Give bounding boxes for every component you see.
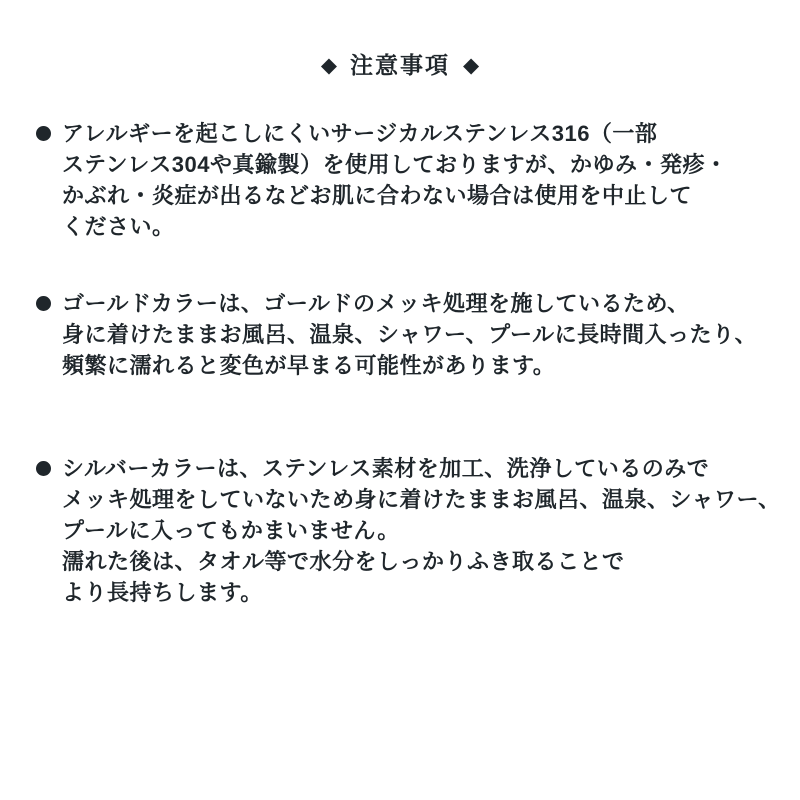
notice-item-text xyxy=(62,453,781,608)
diamond-icon: ◆ xyxy=(320,54,337,77)
bullet-icon xyxy=(36,461,51,476)
notice-line: プールに入ってもかまいません。 xyxy=(62,518,400,543)
notice-line: シルバーカラーは、ステンレス素材を加工、洗浄しているのみで xyxy=(62,456,710,481)
bullet-icon xyxy=(36,126,51,141)
notice-line: メッキ処理をしていないため身に着けたままお風呂、温泉、シャワー、 xyxy=(62,487,781,512)
notice-line: かぶれ・炎症が出るなどお肌に合わない場合は使用を中止して xyxy=(62,183,693,208)
notice-item-gold-color xyxy=(0,288,800,381)
notice-line: 身に着けたままお風呂、温泉、シャワー、プールに長時間入ったり、 xyxy=(62,322,758,347)
notice-line: より長持ちします。 xyxy=(62,580,263,605)
notice-item-silver-color xyxy=(0,453,800,608)
notice-line: 濡れた後は、タオル等で水分をしっかりふき取ることで xyxy=(62,549,625,574)
diamond-icon: ◆ xyxy=(463,54,480,77)
bullet-icon xyxy=(36,296,51,311)
notice-line: ください。 xyxy=(62,214,175,239)
page-title xyxy=(0,0,800,78)
notice-line: ゴールドカラーは、ゴールドのメッキ処理を施しているため、 xyxy=(62,291,690,316)
notice-item-allergy xyxy=(0,118,800,242)
notice-item-text xyxy=(62,288,757,381)
page-title-text: 注意事項 xyxy=(350,52,450,78)
notice-item-text xyxy=(62,118,727,242)
notice-line: 頻繁に濡れると変色が早まる可能性があります。 xyxy=(62,353,556,378)
notice-line: ステンレス304や真鍮製）を使用しておりますが、かゆみ・発疹・ xyxy=(62,152,728,177)
notice-line: アレルギーを起こしにくいサージカルステンレス316（一部 xyxy=(62,121,658,146)
